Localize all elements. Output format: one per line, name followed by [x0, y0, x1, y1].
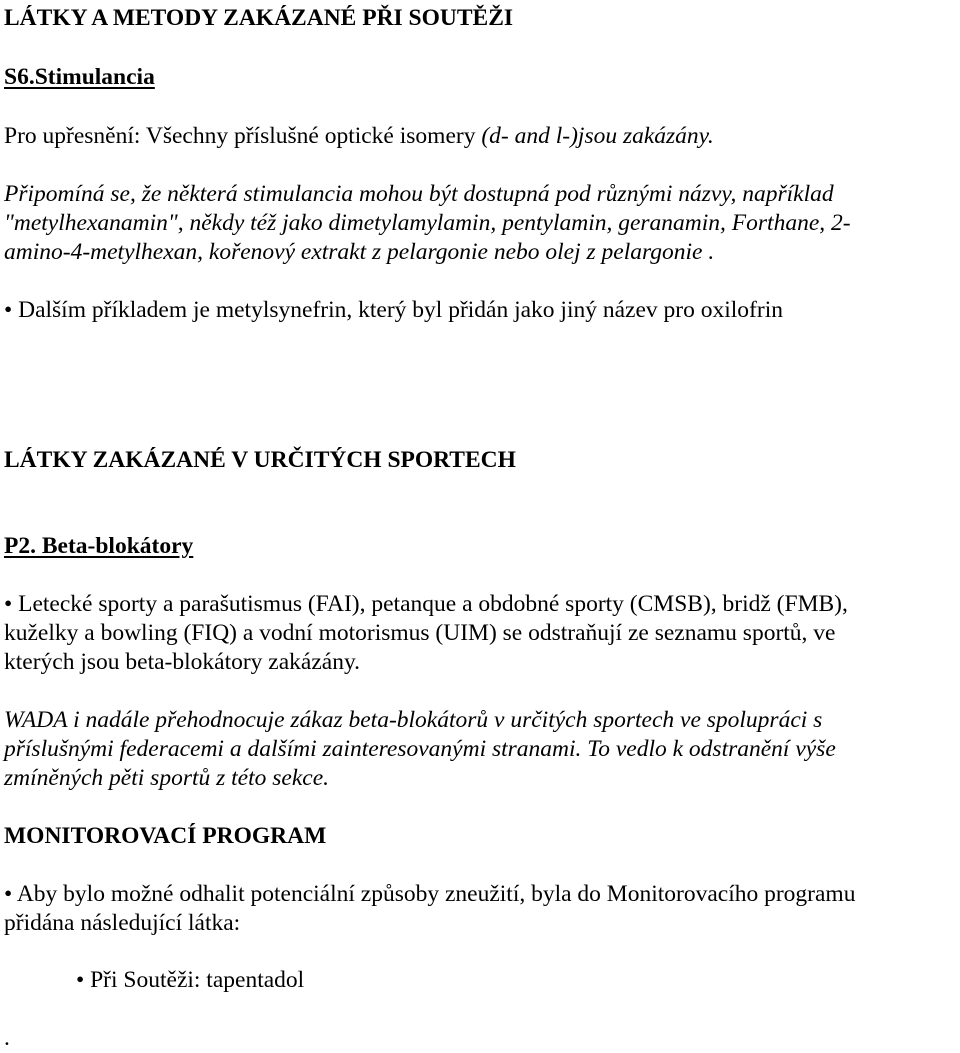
monitoring-sub-item [76, 966, 304, 995]
s6-note-line-2: "metylhexanamin", někdy též jako dimetylamylamin, pentylamin, geranamin, Forthane, 2- [4, 210, 851, 236]
wada-line-3: zmíněných pěti sportů z této sekce. [4, 765, 329, 791]
p2-bullet-line-1 [4, 590, 954, 619]
p2-bullet-line-3: kterých jsou beta-blokátory zakázány. [4, 649, 361, 675]
s6-clarification [4, 122, 714, 151]
wada-line-2: příslušnými federacemi a dalšími zainteresovanými stranami. To vedlo k odstranění výše [4, 736, 836, 762]
s6-bullet-item [4, 296, 783, 325]
s6-note-line-1: Připomíná se, že některá stimulancia mohou být dostupná pod různými názvy, například [4, 181, 834, 207]
s6-note-line-3: amino-4-metylhexan, kořenový extrakt z pelargonie nebo olej z pelargonie . [4, 239, 715, 265]
sports-heading: LÁTKY ZAKÁZANÉ V URČITÝCH SPORTECH [4, 447, 516, 473]
monitoring-bullet-line-1 [4, 880, 855, 909]
bullet-icon: • [76, 967, 85, 993]
monitoring-line-2: přidána následující látka: [4, 910, 241, 936]
s6-clarification-text: Pro upřesnění: Všechny příslušné optické isomery [4, 123, 482, 149]
s6-section-title: S6.Stimulancia [4, 64, 155, 90]
s6-bullet-text: Dalším příkladem je metylsynefrin, který byl přidán jako jiný název pro oxilofrin [18, 297, 783, 323]
main-heading: LÁTKY A METODY ZAKÁZANÉ PŘI SOUTĚŽI [4, 5, 514, 31]
bullet-icon: • [4, 881, 13, 907]
p2-bullet-line-2: kuželky a bowling (FIQ) a vodní motorismus (UIM) se odstraňují ze seznamu sportů, ve [4, 620, 836, 646]
wada-line-1: WADA i nadále přehodnocuje zákaz beta-blokátorů v určitých sportech ve spolupráci s [4, 707, 823, 733]
p2-section-title: P2. Beta-blokátory [4, 533, 194, 559]
monitoring-sub-text: Při Soutěži: tapentadol [90, 967, 305, 993]
p2-bullet-text-1: Letecké sporty a parašutismus (FAI), petanque a obdobné sporty (CMSB), bridž (FMB), [18, 591, 848, 617]
s6-clarification-italic: (d- and l-)jsou zakázány. [481, 123, 714, 149]
bullet-icon: • [4, 297, 13, 323]
trailing-dot: . [4, 1025, 10, 1051]
bullet-icon: • [4, 591, 13, 617]
monitoring-heading: MONITOROVACÍ PROGRAM [4, 823, 327, 849]
monitoring-text-1: Aby bylo možné odhalit potenciální způsoby zneužití, byla do Monitorovacího programu [16, 881, 856, 907]
